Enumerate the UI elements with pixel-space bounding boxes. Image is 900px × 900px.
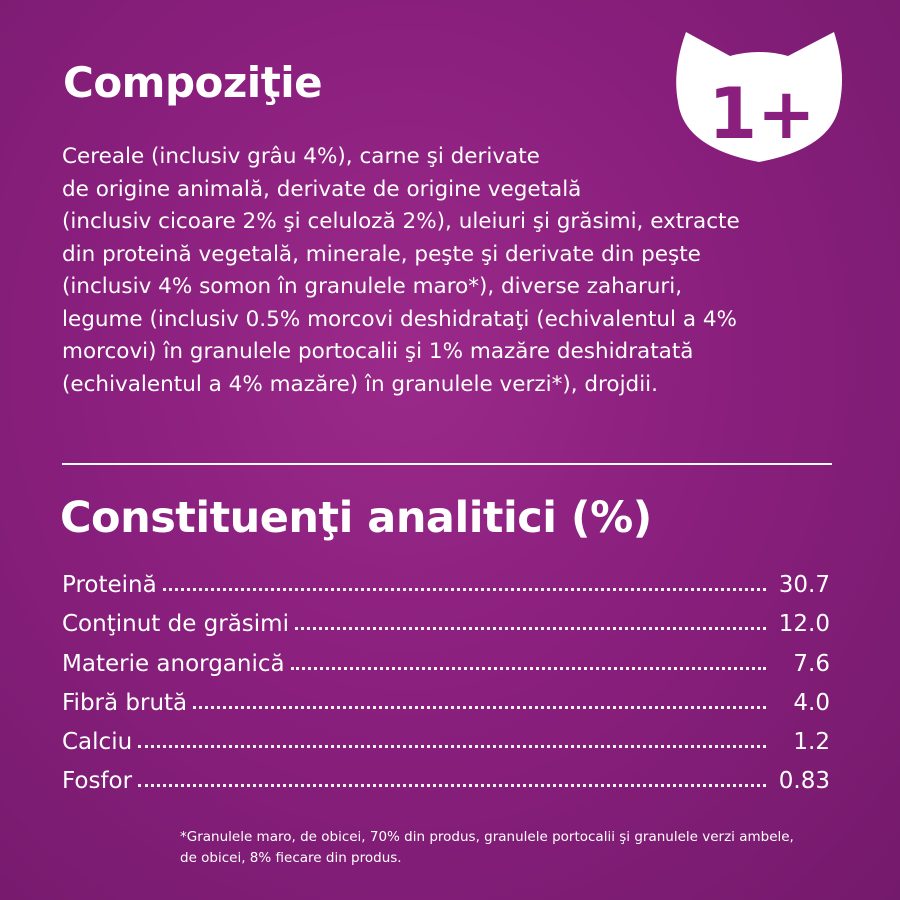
row-name: Proteină bbox=[62, 572, 157, 598]
row-name: Fibră brută bbox=[62, 689, 188, 716]
row-name: Materie anorganică bbox=[62, 650, 285, 677]
analytical-row bbox=[62, 611, 830, 650]
dot-leader bbox=[163, 588, 766, 591]
composition-text bbox=[62, 141, 842, 401]
analytical-row bbox=[62, 651, 830, 690]
composition-line: de origine animală, derivate de origine vegetală bbox=[62, 176, 582, 202]
analytical-row bbox=[62, 572, 830, 611]
row-value: 12.0 bbox=[778, 611, 830, 638]
row-value: 7.6 bbox=[793, 650, 830, 677]
analytical-table bbox=[62, 572, 830, 808]
dot-leader bbox=[138, 745, 766, 748]
footnote-line: *Granulele maro, de obicei, 70% din produs, granulele portocalii şi granulele verzi ambele, bbox=[180, 829, 794, 845]
row-value: 30.7 bbox=[778, 572, 830, 598]
composition-line: Cereale (inclusiv grâu 4%), carne şi derivate bbox=[62, 144, 540, 169]
composition-line: legume (inclusiv 0.5% morcovi deshidrataţi (echivalentul a 4% bbox=[62, 306, 737, 332]
row-name: Fosfor bbox=[62, 768, 133, 795]
badge-label: 1+ bbox=[708, 73, 816, 155]
row-name: Calciu bbox=[62, 729, 133, 756]
analytical-row bbox=[62, 690, 830, 729]
dot-leader bbox=[193, 706, 766, 709]
dot-leader bbox=[295, 627, 766, 630]
section-divider bbox=[62, 463, 832, 465]
composition-line: (inclusiv 4% somon în granulele maro*), diverse zaharuri, bbox=[62, 274, 683, 299]
composition-title: Compoziţie bbox=[63, 58, 323, 107]
footnote bbox=[180, 827, 860, 869]
footnote-line: de obicei, 8% fiecare din produs. bbox=[180, 850, 402, 866]
row-value: 0.83 bbox=[778, 768, 830, 795]
row-value: 1.2 bbox=[793, 729, 830, 756]
dot-leader bbox=[291, 667, 766, 670]
composition-line: morcovi) în granulele portocalii şi 1% mazăre deshidratată bbox=[62, 339, 694, 364]
row-value: 4.0 bbox=[793, 689, 830, 716]
row-name: Conţinut de grăsimi bbox=[62, 611, 289, 638]
composition-line: (inclusiv cicoare 2% şi celuloză 2%), uleiuri şi grăsimi, extracte bbox=[62, 209, 740, 234]
dot-leader bbox=[138, 784, 766, 787]
composition-line: din proteină vegetală, minerale, peşte şi derivate din peşte bbox=[62, 241, 701, 267]
analytical-title: Constituenţi analitici (%) bbox=[60, 493, 652, 543]
composition-line: (echivalentul a 4% mazăre) în granulele verzi*), drojdii. bbox=[62, 371, 658, 397]
analytical-row bbox=[62, 729, 830, 768]
analytical-row bbox=[62, 768, 830, 807]
